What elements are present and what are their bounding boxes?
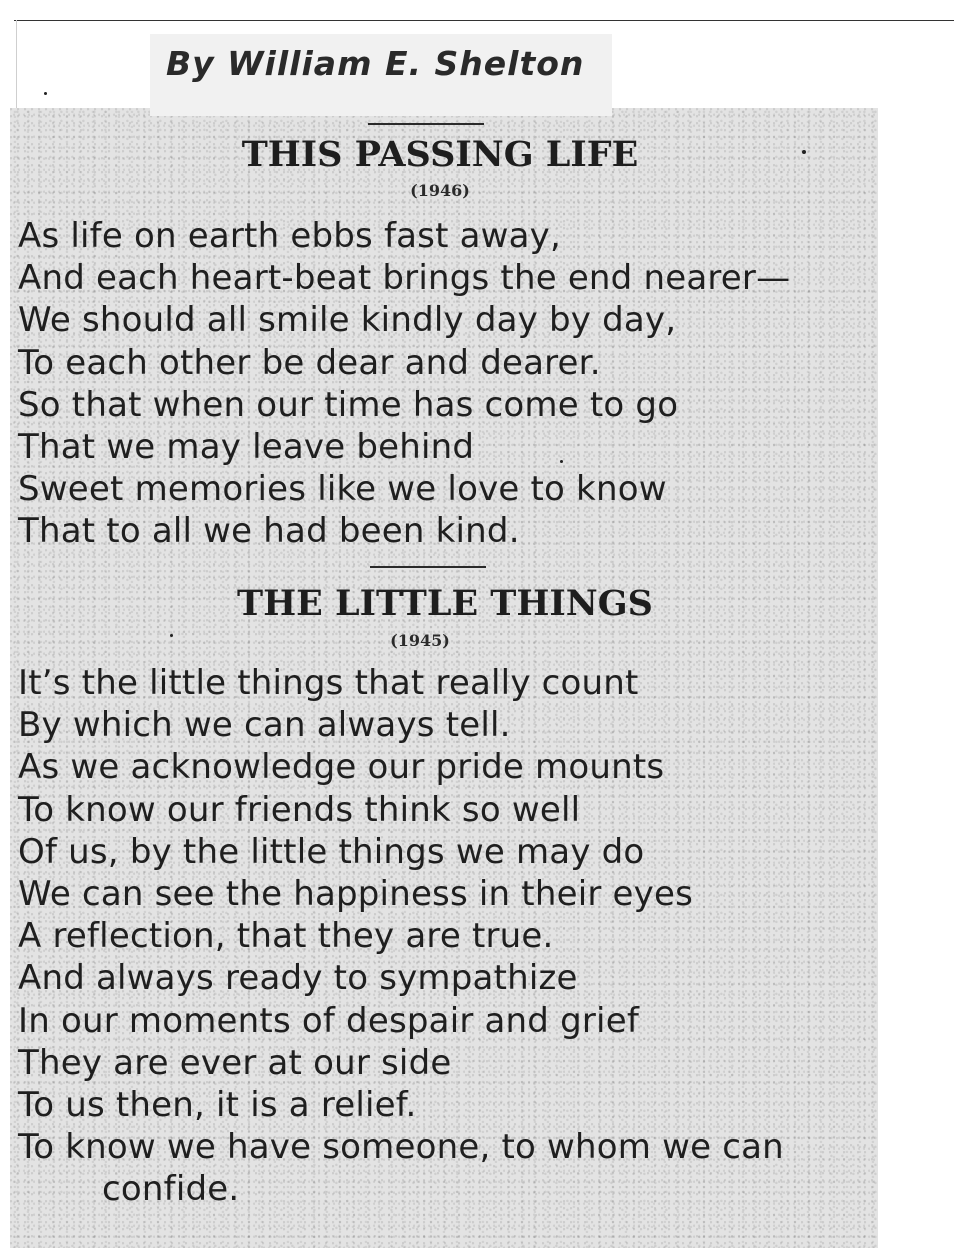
poem-line: It’s the little things that really count xyxy=(18,663,639,703)
poem-line: That to all we had been kind. xyxy=(18,511,520,552)
poem-year: (1945) xyxy=(390,631,450,650)
poem-line: As life on earth ebbs fast away, xyxy=(18,216,562,256)
poem-stanza xyxy=(18,215,790,553)
poem-line: confide. xyxy=(102,1169,240,1210)
poem-line: That we may leave behind xyxy=(18,426,475,467)
poem-line: And each heart-beat brings the end nearer— xyxy=(18,258,791,299)
poem-line: To know our friends think so well xyxy=(18,789,581,830)
poem-line: They are ever at our side xyxy=(18,1042,452,1083)
title-divider-rule xyxy=(368,123,484,125)
poem-line: Of us, by the little things we may do xyxy=(18,831,645,872)
poem-line: To us then, it is a relief. xyxy=(18,1084,417,1125)
poem-title: THIS PASSING LIFE xyxy=(241,134,639,175)
poem-line: So that when our time has come to go xyxy=(18,384,679,425)
poem-line: To know we have someone, to whom we can xyxy=(18,1127,784,1168)
print-speck xyxy=(802,150,806,154)
poem-line: We can see the happiness in their eyes xyxy=(18,873,693,914)
poem-year: (1946) xyxy=(410,181,470,200)
poem-line: We should all smile kindly day by day, xyxy=(18,300,677,341)
poem-line: A reflection, that they are true. xyxy=(18,916,554,957)
title-divider-rule xyxy=(370,566,486,568)
poem-stanza xyxy=(18,662,784,1210)
poem-line: In our moments of despair and grief xyxy=(18,1000,639,1041)
print-speck xyxy=(560,460,563,463)
poem-line: To each other be dear and dearer. xyxy=(18,342,601,383)
poem-line: By which we can always tell. xyxy=(18,705,511,746)
poem-line: Sweet memories like we love to know xyxy=(18,469,667,510)
author-byline: By William E. Shelton xyxy=(166,44,585,83)
poem-line: And always ready to sympathize xyxy=(18,958,578,999)
top-border-rule xyxy=(14,20,954,21)
poem-title: THE LITTLE THINGS xyxy=(237,583,653,624)
poem-line: As we acknowledge our pride mounts xyxy=(18,747,665,788)
print-speck xyxy=(44,92,47,95)
print-speck xyxy=(170,634,173,637)
